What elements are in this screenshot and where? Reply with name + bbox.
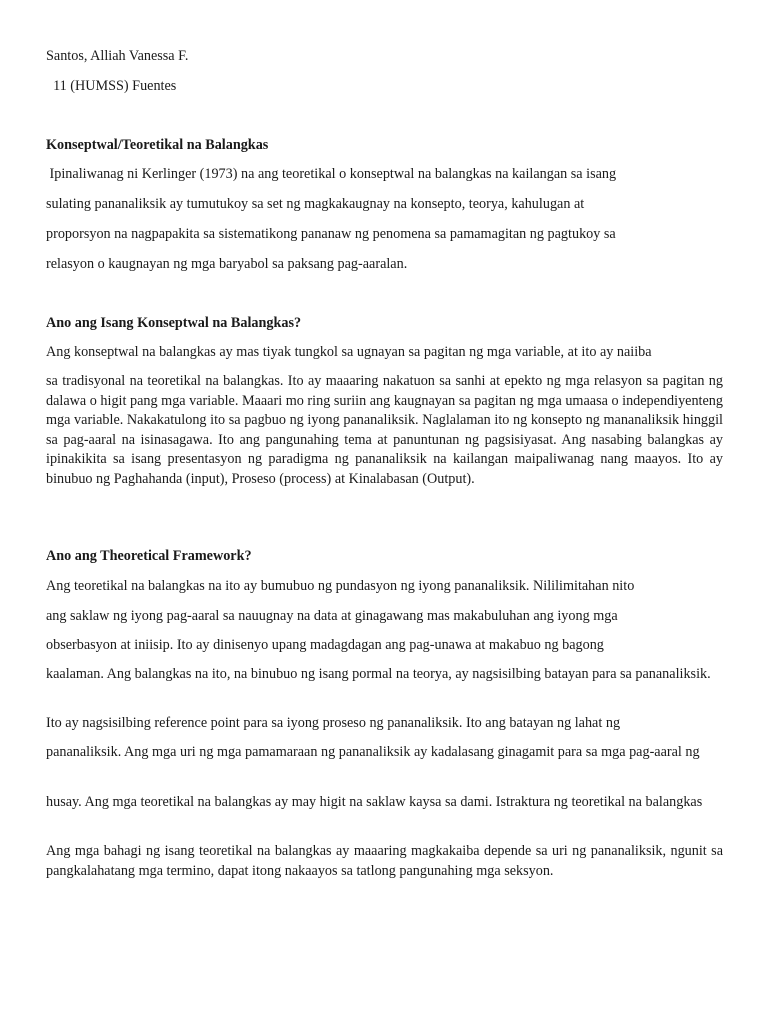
paragraph-line: Ipinaliwanag ni Kerlinger (1973) na ang teoretikal o konseptwal na balangkas na kailangan sa isang	[46, 166, 617, 182]
document-page	[46, 0, 723, 1024]
paragraph-line: Ito ay nagsisilbing reference point para sa iyong proseso ng pananaliksik. Ito ang batayan ng lahat ng	[46, 715, 621, 731]
paragraph-line: relasyon o kaugnayan ng mga baryabol sa paksang pag-aaralan.	[46, 256, 408, 272]
paragraph-konseptwal-body: sa tradisyonal na teoretikal na balangkas. Ito ay maaaring nakatuon sa sanhi at epekto ng mga relasyon sa pagitan ng dalawa o higit pang mga variable. Maaari mo ring suriin ang kaugnayan sa pagitan ng mga umaasa o independiyenteng mga variable. Nakakatulong ito sa pagbuo ng iyong pananaliksik. Naglalaman ito ng konsepto ng mananaliksik hinggil sa pag-aaral na isinasagawa. Ito ang pangunahing tema at panuntunan ng pagsisiyasat. Ang nasabing balangkas ay ipinakikita sa isang presentasyon ng paradigma ng pananaliksik na kailangan maipaliwanag nang maayos. Ito ay binubuo ng Paghahanda (input), Proseso (process) at Kinalabasan (Output).	[46, 373, 723, 487]
paragraph-line: ang saklaw ng iyong pag-aaral sa nauugnay na data at ginagawang mas makabuluhan ang iyong mga	[46, 608, 618, 624]
author-name: Santos, Alliah Vanessa F.	[46, 48, 189, 64]
paragraph-block: husay. Ang mga teoretikal na balangkas ay may higit na saklaw kaysa sa dami. Istraktura ng teoretikal na balangkas	[46, 794, 703, 810]
section-heading-konseptwal: Ano ang Isang Konseptwal na Balangkas?	[46, 315, 302, 331]
paragraph-line: Ang teoretikal na balangkas na ito ay bumubuo ng pundasyon ng iyong pananaliksik. Nililimitahan nito	[46, 578, 635, 594]
paragraph-line: proporsyon na nagpapakita sa sistematikong pananaw ng penomena sa pamamagitan ng pagtukoy sa	[46, 226, 616, 242]
paragraph-line: obserbasyon at iniisip. Ito ay dinisenyo upang madagdagan ang pag-unawa at makabuo ng bagong	[46, 637, 604, 653]
class-section: 11 (HUMSS) Fuentes	[46, 78, 177, 94]
paragraph-block: pananaliksik. Ang mga uri ng mga pamamaraan ng pananaliksik ay kadalasang ginagamit para sa mga pag-aaral ng	[46, 744, 700, 760]
section-heading-theoretical-framework: Ano ang Theoretical Framework?	[46, 548, 252, 564]
section-heading-konseptwal-teoretikal: Konseptwal/Teoretikal na Balangkas	[46, 137, 269, 153]
paragraph-block: Ang mga bahagi ng isang teoretikal na balangkas ay maaaring magkakaiba depende sa uri ng pananaliksik, ngunit sa pangkalahatang mga termino, dapat itong nakaayos sa tatlong pangunahing mga seksyon.	[46, 843, 723, 879]
paragraph-line: Ang konseptwal na balangkas ay mas tiyak tungkol sa ugnayan sa pagitan ng mga variable, at ito ay naiiba	[46, 344, 652, 360]
paragraph-line: sulating pananaliksik ay tumutukoy sa set ng magkakaugnay na konsepto, teorya, kahulugan at	[46, 196, 585, 212]
paragraph-block: kaalaman. Ang balangkas na ito, na binubuo ng isang pormal na teorya, ay nagsisilbing batayan para sa pananaliksik.	[46, 666, 711, 682]
